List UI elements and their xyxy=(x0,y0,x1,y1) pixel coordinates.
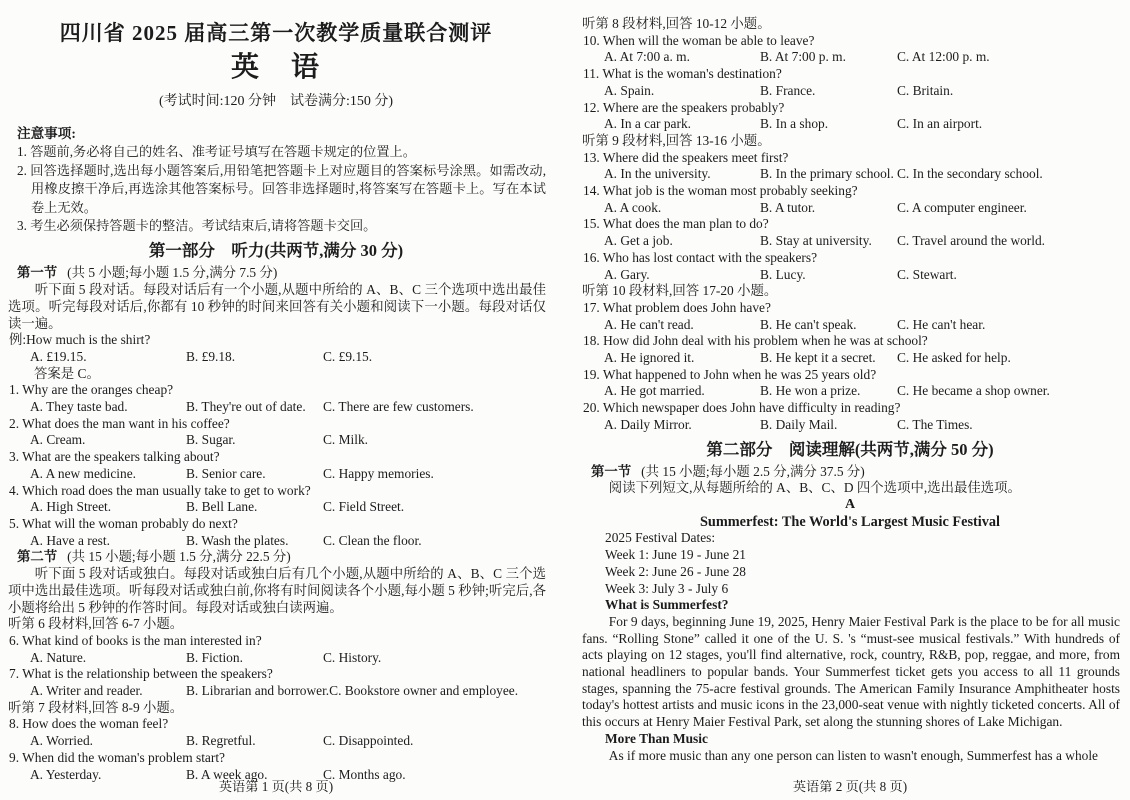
question-line: 20. Which newspaper does John have difficulty in reading? xyxy=(583,400,901,416)
option-b: B. Daily Mail. xyxy=(760,416,838,432)
exam-title: 四川省 2025 届高三第一次教学质量联合测评 xyxy=(59,21,493,45)
option-b: B. Senior care. xyxy=(186,465,266,481)
option-a: A. He ignored it. xyxy=(604,350,695,366)
option-a: A. Daily Mirror. xyxy=(604,416,692,432)
options-line xyxy=(30,466,546,483)
section-heading xyxy=(591,464,1120,481)
page1-column xyxy=(6,16,546,798)
option-a: A. At 7:00 a. m. xyxy=(604,49,690,65)
option-a: A. A new medicine. xyxy=(30,465,136,481)
passage-detail-line: Week 3: July 3 - July 6 xyxy=(605,580,729,596)
section-label: 第一节 xyxy=(17,265,58,281)
option-a: A. Writer and reader. xyxy=(30,683,143,699)
passage-paragraph: As if more music than any one person can listen to wasn't enough, Summerfest has a whole xyxy=(608,747,1098,763)
options-line xyxy=(604,317,1120,334)
option-c: C. He became a shop owner. xyxy=(897,383,1050,399)
option-a: A. A cook. xyxy=(604,199,662,215)
option-c: C. Bookstore owner and employee. xyxy=(329,683,519,699)
material-line: 听第 6 段材料,回答 6-7 小题。 xyxy=(8,616,184,632)
question-line: 7. What is the relationship between the speakers? xyxy=(9,666,273,682)
option-c: C. The Times. xyxy=(897,416,973,432)
passage-subheading: More Than Music xyxy=(605,730,708,746)
passage-title: Summerfest: The World's Largest Music Festival xyxy=(699,513,1001,530)
page2-footer: 英语第 2 页(共 8 页) xyxy=(792,779,908,794)
option-c: C. A computer engineer. xyxy=(897,199,1027,215)
options-line xyxy=(604,350,1120,367)
passage-subheading: What is Summerfest? xyxy=(605,597,729,613)
options-line xyxy=(604,83,1120,100)
question-line: 5. What will the woman probably do next? xyxy=(9,515,238,531)
page1-content xyxy=(6,125,546,783)
question-line: 12. Where are the speakers probably? xyxy=(583,99,785,115)
options-line xyxy=(30,499,546,516)
option-c: C. £9.15. xyxy=(323,348,373,364)
options-line xyxy=(604,267,1120,284)
section-detail: (共 5 小题;每小题 1.5 分,满分 7.5 分) xyxy=(67,265,278,281)
section-detail: (共 15 小题;每小题 2.5 分,满分 37.5 分) xyxy=(641,463,865,479)
options-line xyxy=(30,349,546,366)
material-line: 听第 8 段材料,回答 10-12 小题。 xyxy=(582,16,771,31)
option-c: C. He asked for help. xyxy=(897,350,1011,366)
option-c: C. Happy memories. xyxy=(323,465,434,481)
instruction-paragraph: 阅读下列短文,从每题所给的 A、B、C、D 四个选项中,选出最佳选项。 xyxy=(608,480,1021,496)
option-a: A. They taste bad. xyxy=(30,399,128,415)
option-c: C. Months ago. xyxy=(323,766,406,782)
option-c: C. At 12:00 p. m. xyxy=(897,49,990,65)
exam-info: (考试时间:120 分钟 试卷满分:150 分) xyxy=(158,94,394,109)
passage-detail-line: Week 2: June 26 - June 28 xyxy=(605,563,746,579)
passage-detail-line: 2025 Festival Dates: xyxy=(605,530,716,546)
section-heading xyxy=(17,549,546,566)
question-line: 15. What does the man plan to do? xyxy=(583,216,769,232)
option-a: A. Get a job. xyxy=(604,233,673,249)
option-b: B. In the primary school. xyxy=(760,166,894,182)
option-a: A. Spain. xyxy=(604,82,655,98)
option-c: C. Clean the floor. xyxy=(323,532,422,548)
question-line: 14. What job is the woman most probably seeking? xyxy=(583,183,858,199)
section-label: 第二节 xyxy=(17,549,58,565)
options-line xyxy=(604,383,1120,400)
example-line: 例:How much is the shirt? xyxy=(9,332,151,348)
option-b: B. £9.18. xyxy=(186,348,236,364)
question-line: 2. What does the man want in his coffee? xyxy=(9,415,230,431)
option-a: A. Nature. xyxy=(30,649,87,665)
question-line: 3. What are the speakers talking about? xyxy=(9,449,220,465)
option-b: B. He won a prize. xyxy=(760,383,861,399)
material-line: 听第 10 段材料,回答 17-20 小题。 xyxy=(582,283,778,299)
option-b: B. A week ago. xyxy=(186,766,268,782)
instruction-paragraph: 听下面 5 段对话或独白。每段对话或独白后有几个小题,从题中所给的 A、B、C 三个选项中选出最佳选项。听每段对话或独白前,你将有时间阅读各个小题,每小题 5 秒钟;听完后,各小题将给出 5 秒钟的作答时间。每段对话或独白读两遍。 xyxy=(8,566,546,615)
question-line: 6. What kind of books is the man interested in? xyxy=(9,632,262,648)
options-line xyxy=(604,166,1120,183)
question-line: 9. When did the woman's problem start? xyxy=(9,749,225,765)
option-a: A. In a car park. xyxy=(604,116,691,132)
option-c: C. There are few customers. xyxy=(323,399,474,415)
option-a: A. £19.15. xyxy=(30,348,87,364)
option-c: C. He can't hear. xyxy=(897,316,986,332)
option-a: A. Cream. xyxy=(30,432,86,448)
option-a: A. He can't read. xyxy=(604,316,694,332)
part-heading: 第二部分 阅读理解(共两节,满分 50 分) xyxy=(706,439,994,459)
option-a: A. He got married. xyxy=(604,383,705,399)
passage-paragraph: For 9 days, beginning June 19, 2025, Henry Maier Festival Park is the place to be for all music fans. “Rolling Stone” called it one of the U. S. 's “must-see musical festivals.” With hundreds of acts playing on 12 stages, you'll find alternative, rock, country, R&B, pop, reggae, and more, from national headliners to popular bands. Your Summerfest ticket gets you access to all 11 grounds stages, spanning the 75-acre festival grounds. The American Family Insurance Amphitheater hosts today's hottest artists and music icons in the 23,000-seat venue with nightly ticketed concerts. All of this occurs at Henry Maier Festival Park, set along the stunning shores of Lake Michigan. xyxy=(582,613,1120,730)
option-b: B. He kept it a secret. xyxy=(760,350,876,366)
question-line: 10. When will the woman be able to leave? xyxy=(583,32,815,48)
option-b: B. Wash the plates. xyxy=(186,532,289,548)
option-b: B. A tutor. xyxy=(760,199,816,215)
notices-heading: 注意事项: xyxy=(17,126,76,141)
options-line xyxy=(604,200,1120,217)
question-line: 16. Who has lost contact with the speakers? xyxy=(583,249,818,265)
option-c: C. Travel around the world. xyxy=(897,233,1046,249)
question-line: 13. Where did the speakers meet first? xyxy=(583,149,789,165)
option-b: B. Lucy. xyxy=(760,266,806,282)
question-line: 18. How did John deal with his problem when he was at school? xyxy=(583,333,928,349)
options-line xyxy=(30,733,546,750)
options-line xyxy=(30,399,546,416)
options-line xyxy=(604,417,1120,434)
part-heading: 第一部分 听力(共两节,满分 30 分) xyxy=(148,241,404,261)
option-c: C. In the secondary school. xyxy=(897,166,1043,182)
option-c: C. Disappointed. xyxy=(323,733,414,749)
instruction-paragraph: 听下面 5 段对话。每段对话后有一个小题,从题中所给的 A、B、C 三个选项中选出最佳选项。听完每段对话后,你都有 10 秒钟的时间来回答有关小题和阅读下一小题。每段对话仅读一遍。 xyxy=(8,282,546,331)
option-a: A. Worried. xyxy=(30,733,94,749)
option-c: C. Milk. xyxy=(323,432,369,448)
section-detail: (共 15 小题;每小题 1.5 分,满分 22.5 分) xyxy=(67,549,291,565)
option-a: A. Yesterday. xyxy=(30,766,102,782)
page1-footer: 英语第 1 页(共 8 页) xyxy=(218,779,334,794)
option-c: C. In an airport. xyxy=(897,116,983,132)
passage-label: A xyxy=(844,496,856,512)
options-line xyxy=(30,432,546,449)
notice-item: 3. 考生必须保持答题卡的整洁。考试结束后,请将答题卡交回。 xyxy=(17,218,377,234)
options-line xyxy=(30,533,546,550)
material-line: 听第 9 段材料,回答 13-16 小题。 xyxy=(582,132,771,148)
options-line xyxy=(604,116,1120,133)
option-b: B. France. xyxy=(760,82,816,98)
option-b: B. They're out of date. xyxy=(186,399,306,415)
option-b: B. He can't speak. xyxy=(760,316,857,332)
question-line: 8. How does the woman feel? xyxy=(9,716,169,732)
option-b: B. Fiction. xyxy=(186,649,243,665)
options-line xyxy=(604,49,1120,66)
page2-column xyxy=(580,16,1120,798)
option-b: B. Librarian and borrower. xyxy=(186,683,330,699)
section-heading xyxy=(17,265,546,282)
option-c: C. History. xyxy=(323,649,382,665)
material-line: 听第 7 段材料,回答 8-9 小题。 xyxy=(8,699,184,715)
option-b: B. Bell Lane. xyxy=(186,499,258,515)
question-line: 11. What is the woman's destination? xyxy=(583,66,782,82)
option-a: A. Have a rest. xyxy=(30,532,110,548)
options-line xyxy=(30,650,546,667)
question-line: 19. What happened to John when he was 25 years old? xyxy=(583,366,877,382)
notice-item: 2. 回答选择题时,选出每小题答案后,用铅笔把答题卡上对应题目的答案标号涂黑。如需改动,用橡皮擦干净后,再选涂其他答案标号。回答非选择题时,将答案写在答题卡上。写在本试卷上无效。 xyxy=(17,162,546,215)
option-b: B. At 7:00 p. m. xyxy=(760,49,846,65)
option-a: A. High Street. xyxy=(30,499,112,515)
question-line: 1. Why are the oranges cheap? xyxy=(9,382,174,398)
option-c: C. Britain. xyxy=(897,82,954,98)
subject-title: 英 语 xyxy=(230,52,321,83)
options-line xyxy=(604,233,1120,250)
option-b: B. In a shop. xyxy=(760,116,829,132)
option-b: B. Stay at university. xyxy=(760,233,872,249)
section-label: 第一节 xyxy=(591,463,632,479)
option-c: C. Stewart. xyxy=(897,266,957,282)
notice-item: 1. 答题前,务必将自己的姓名、准考证号填写在答题卡规定的位置上。 xyxy=(17,144,416,160)
question-line: 4. Which road does the man usually take to get to work? xyxy=(9,482,311,498)
answer-line: 答案是 C。 xyxy=(34,365,100,381)
option-a: A. Gary. xyxy=(604,266,650,282)
option-c: C. Field Street. xyxy=(323,499,405,515)
options-line xyxy=(30,683,546,700)
option-b: B. Sugar. xyxy=(186,432,236,448)
page2-content xyxy=(580,16,1120,764)
option-a: A. In the university. xyxy=(604,166,711,182)
passage-detail-line: Week 1: June 19 - June 21 xyxy=(605,547,746,563)
question-line: 17. What problem does John have? xyxy=(583,299,771,315)
option-b: B. Regretful. xyxy=(186,733,256,749)
